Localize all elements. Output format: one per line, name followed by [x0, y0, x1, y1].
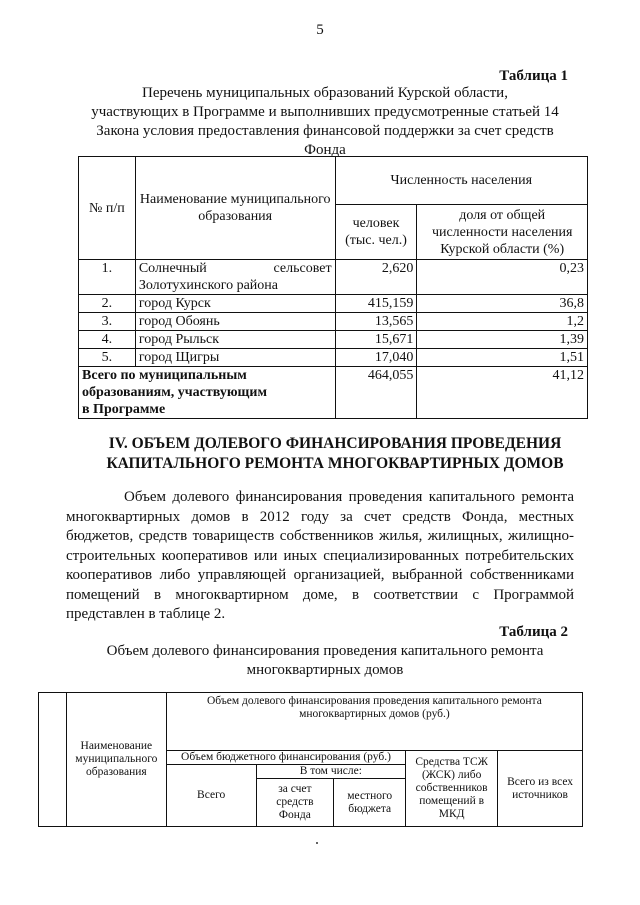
row-share: 36,8	[417, 295, 588, 313]
table1-caption-line: Закона условия предоставления финансовой поддержки за счет средств	[96, 123, 554, 139]
table-row	[79, 331, 588, 349]
row-name-part: сельсовет	[273, 261, 332, 276]
total-people: 464,055	[335, 367, 417, 419]
page-number: 5	[316, 22, 324, 38]
row-people: 13,565	[335, 313, 417, 331]
table-row	[79, 313, 588, 331]
row-share: 1,39	[417, 331, 588, 349]
section-heading-line: КАПИТАЛЬНОГО РЕМОНТА МНОГОКВАРТИРНЫХ ДОМОВ	[106, 455, 564, 472]
row-name-part: Золотухинского района	[138, 278, 279, 293]
table2-header-including: В том числе:	[256, 765, 406, 779]
total-label: Всего по муниципальным образованиям, участвующим в Программе	[79, 367, 336, 419]
table1-header-share: доля от общей численности населения Курской области (%)	[417, 205, 588, 260]
row-name-part: Солнечный	[138, 261, 207, 276]
row-people: 17,040	[335, 349, 417, 367]
row-name: город Курск	[135, 295, 335, 313]
table1-caption-line: участвующих в Программе и выполнивших предусмотренные статьей 14	[91, 104, 559, 120]
table1-caption	[70, 84, 580, 160]
table2-header-all: Всего из всех источников	[498, 751, 583, 827]
table2-header-fund: за счет средств Фонда	[256, 779, 334, 827]
row-num: 1.	[79, 260, 136, 295]
table2-header-local: местного бюджета	[334, 779, 406, 827]
table2-header-total: Всего	[166, 765, 256, 827]
row-num: 5.	[79, 349, 136, 367]
table-row	[79, 260, 588, 295]
body-paragraph: Объем долевого финансирования проведения капитального ремонта многоквартирных домов в 2012 году за счет средств Фонда, местных бюджетов, средств товариществ собственников жилья, жилищных, жилищно-строительных кооперативов или иных специализированных потребительских кооперативов либо управляющей организацией, выбранной собственниками помещений в многоквартирном доме, в соответствии с Программой представлен в таблице 2.	[66, 489, 574, 622]
row-people: 415,159	[335, 295, 417, 313]
table1-header-name: Наименование муниципального образования	[135, 157, 335, 260]
section-heading	[60, 434, 610, 474]
row-num: 2.	[79, 295, 136, 313]
row-name	[135, 260, 335, 295]
table-total-row	[79, 367, 588, 419]
table1-caption-line: Фонда	[304, 142, 346, 158]
table1-header-num: № п/п	[79, 157, 136, 260]
table2	[38, 692, 583, 827]
section-heading-line: IV. ОБЪЕМ ДОЛЕВОГО ФИНАНСИРОВАНИЯ ПРОВЕДЕНИЯ	[108, 435, 562, 452]
table2-caption-line: Объем долевого финансирования проведения капитального ремонта	[106, 643, 544, 659]
table1	[78, 156, 588, 419]
stray-mark	[316, 842, 318, 844]
table1-caption-line: Перечень муниципальных образований Курской области,	[142, 85, 508, 101]
table2-header-budget: Объем бюджетного финансирования (руб.)	[166, 751, 405, 765]
table2-caption	[70, 642, 580, 680]
table-row	[79, 295, 588, 313]
row-num: 3.	[79, 313, 136, 331]
row-share: 1,2	[417, 313, 588, 331]
table2-header-name: Наименование муниципального образования	[66, 693, 166, 827]
row-share: 1,51	[417, 349, 588, 367]
table2-header-volume: Объем долевого финансирования проведения капитального ремонта многоквартирных домов (руб.)	[166, 693, 582, 751]
row-name: город Щигры	[135, 349, 335, 367]
table2-label: Таблица 2	[499, 624, 568, 640]
table1-label: Таблица 1	[499, 68, 568, 84]
table2-blank-col	[39, 693, 67, 827]
table1-header-population: Численность населения	[335, 157, 587, 205]
row-num: 4.	[79, 331, 136, 349]
row-share: 0,23	[417, 260, 588, 295]
total-share: 41,12	[417, 367, 588, 419]
row-people: 15,671	[335, 331, 417, 349]
row-people: 2,620	[335, 260, 417, 295]
table1-header-people: человек (тыс. чел.)	[335, 205, 417, 260]
table2-caption-line: многоквартирных домов	[246, 662, 404, 678]
row-name: город Рыльск	[135, 331, 335, 349]
table-row	[79, 349, 588, 367]
row-name: город Обоянь	[135, 313, 335, 331]
table2-header-hoa: Средства ТСЖ (ЖСК) либо собственников помещений в МКД	[406, 751, 498, 827]
